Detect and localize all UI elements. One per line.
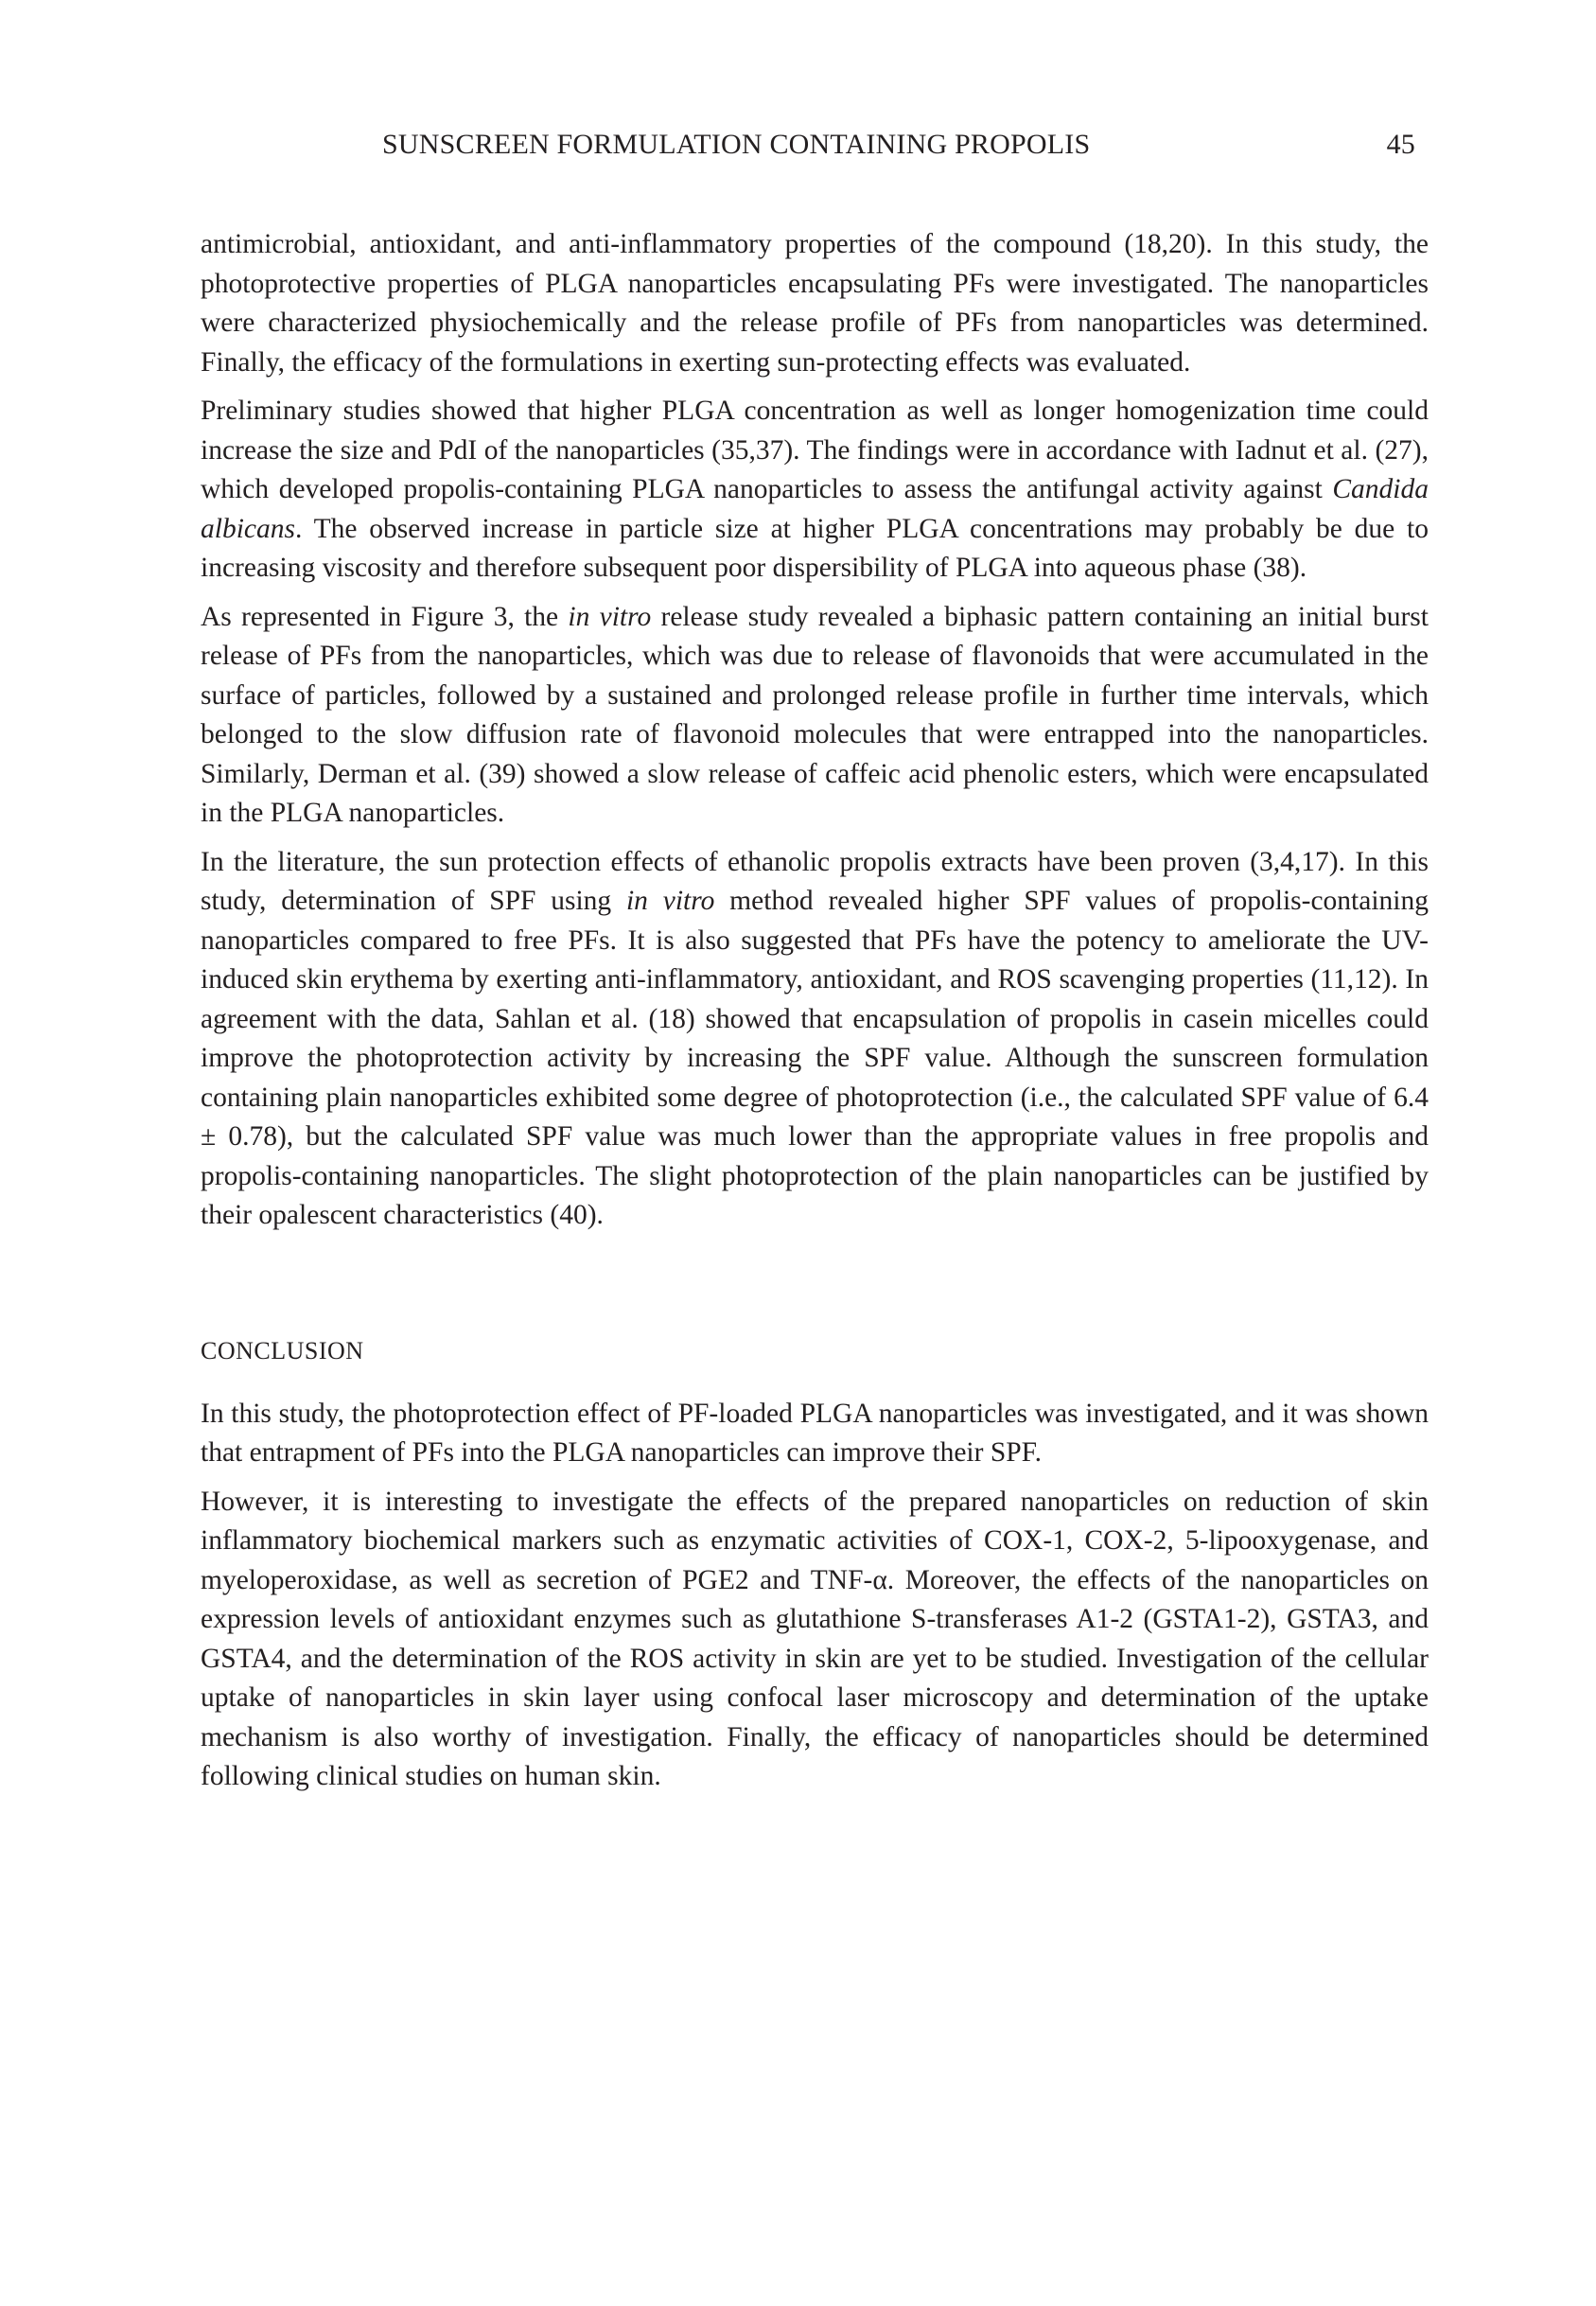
running-head [201, 129, 1429, 170]
paragraph-text: As represented in Figure 3, the [201, 601, 569, 632]
discussion-paragraph-2 [201, 392, 1429, 589]
page-number: 45 [1386, 129, 1415, 160]
body-text [201, 225, 1429, 1806]
italic-term: in vitro [625, 886, 715, 916]
conclusion-paragraph-2: However, it is interesting to investigate the effects of the prepared nanoparticles on reduction of skin inflammatory biochemical markers such as enzymatic activities of COX-1, COX-2, 5-lipooxygenase, and myeloperoxidase, as well as secretion of PGE2 and TNF-α. Moreover, the effects of the nanoparticles on expression levels of antioxidant enzymes such as glutathione S-transferases A1-2 (GSTA1-2), GSTA3, and GSTA4, and the determination of the ROS activity in skin are yet to be studied. Investigation of the cellular uptake of nanoparticles in skin layer using confocal laser microscopy and determination of the uptake mechanism is also worthy of investigation. Finally, the efficacy of nanoparticles should be determined following clinical studies on human skin. [201, 1486, 1429, 1791]
italic-term: in vitro [568, 601, 652, 632]
paragraph-text: In the literature, the sun protection effects of ethanolic propolis extracts have been proven (3,4,17). In this study, determination of SPF using [201, 846, 1429, 916]
paragraph-text: method revealed higher SPF values of propolis-containing nanoparticles compared to free PFs. It is also suggested that PFs have the potency to ameliorate the UV-induced skin erythema by exerting anti-inflammatory, antioxidant, and ROS scavenging properties (11,12). In agreement with the data, Sahlan et al. (18) showed that encapsulation of propolis in casein micelles could improve the photoprotection activity by increasing the SPF value. Although the sunscreen formulation containing plain nanoparticles exhibited some degree of photoprotection (i.e., the calculated SPF value of 6.4 ± 0.78), but the calculated SPF value was much lower than the appropriate values in free propolis and propolis-containing nanoparticles. The slight photoprotection of the plain nanoparticles can be justified by their opalescent characteristics (40). [201, 886, 1429, 1230]
discussion-paragraph-3 [201, 598, 1429, 834]
running-title: SUNSCREEN FORMULATION CONTAINING PROPOLIS [382, 129, 1091, 160]
conclusion-paragraph-1: In this study, the photoprotection effect of PF-loaded PLGA nanoparticles was investigated, and it was shown that entrapment of PFs into the PLGA nanoparticles can improve their SPF. [201, 1398, 1429, 1468]
paragraph-text: release study revealed a biphasic pattern containing an initial burst release of PFs from the nanoparticles, which was due to release of flavonoids that were accumulated in the surface of particles, followed by a sustained and prolonged release profile in further time intervals, which belonged to the slow diffusion rate of flavonoid molecules that were entrapped into the nanoparticles. Similarly, Derman et al. (39) showed a slow release of caffeic acid phenolic esters, which were encapsulated in the PLGA nanoparticles. [201, 601, 1429, 828]
species-name: Candida albicans [201, 474, 1429, 544]
paragraph-text: . The observed increase in particle size at higher PLGA concentrations may probably be due to increasing viscosity and therefore subsequent poor dispersibility of PLGA into aqueous phase (38). [201, 513, 1429, 583]
conclusion-heading: CONCLUSION [201, 1336, 364, 1364]
discussion-paragraph-1: antimicrobial, antioxidant, and anti-inflammatory properties of the compound (18,20). In this study, the photoprotective properties of PLGA nanoparticles encapsulating PFs were investigated. The nanoparticles were characterized physiochemically and the release profile of PFs from nanoparticles was determined. Finally, the efficacy of the formulations in exerting sun-protecting effects was evaluated. [201, 229, 1429, 378]
discussion-paragraph-4 [201, 843, 1429, 1236]
paragraph-text: Preliminary studies showed that higher PLGA concentration as well as longer homogenization time could increase the size and PdI of the nanoparticles (35,37). The findings were in accordance with Iadnut et al. (27), which developed propolis-containing PLGA nanoparticles to assess the antifungal activity against [201, 396, 1429, 504]
